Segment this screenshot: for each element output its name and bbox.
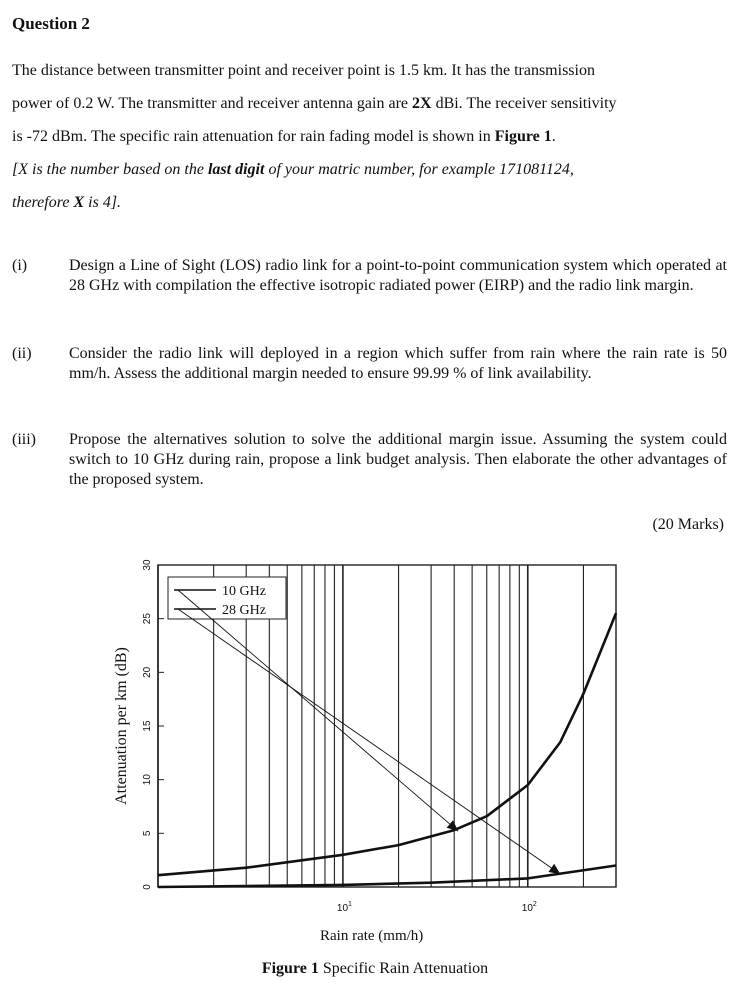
legend-label: 28 GHz: [222, 603, 266, 618]
note-line-1: [X is the number based on the last digit of your matric number, for example 171081124,: [12, 161, 574, 178]
marks-label: (20 Marks): [652, 516, 724, 533]
leader-arrow-head: [548, 864, 560, 874]
sub-question-number: (iii): [12, 431, 36, 448]
sub-question-text: Propose the alternatives solution to solve the additional margin issue. Assuming the system could switch to 10 GHz during rain, propose a link budget analysis. Then elaborate the other advantages of the proposed system.: [69, 431, 727, 488]
sub-question-1: [12, 256, 727, 318]
sub-question-2: [12, 344, 727, 406]
intro-line-1: The distance between transmitter point and receiver point is 1.5 km. It has the transmission: [12, 62, 595, 79]
sub-question-text: Consider the radio link will deployed in a region which suffer from rain where the rain rate is 50 mm/h. Assess the additional margin needed to ensure 99.99 % of link availability.: [69, 345, 727, 382]
sub-question-number: (ii): [12, 345, 32, 362]
intro-paragraph: [12, 54, 727, 219]
y-tick-label: 20: [142, 666, 153, 678]
rain-attenuation-chart: [108, 555, 628, 925]
leader-arrow: [178, 609, 560, 874]
figure-label: Figure 1: [261, 960, 319, 977]
figure-caption: [0, 960, 750, 978]
y-tick-label: 15: [142, 720, 153, 732]
note-line-2: therefore X is 4].: [12, 194, 122, 211]
intro-line-2: power of 0.2 W. The transmitter and receiver antenna gain are 2X dBi. The receiver sensitivity: [12, 95, 617, 112]
y-axis-title: Attenuation per km (dB): [113, 647, 130, 805]
y-tick-label: 25: [142, 613, 153, 625]
legend-label: 10 GHz: [222, 584, 266, 599]
x-tick-label: $10^1$: [336, 901, 352, 914]
sub-question-text: Design a Line of Sight (LOS) radio link for a point-to-point communication system which operated at 28 GHz with compilation the effective isotropic radiated power (EIRP) and the radio link margin.: [69, 257, 727, 294]
sub-question-number: (i): [12, 257, 28, 274]
sub-question-3: [12, 430, 727, 492]
leader-arrow: [178, 590, 458, 831]
y-tick-label: 10: [142, 774, 153, 786]
y-tick-label: 30: [142, 559, 153, 571]
figure-title: Specific Rain Attenuation: [322, 960, 489, 977]
y-tick-label: 5: [142, 830, 153, 837]
x-axis-title: Rain rate (mm/h): [320, 928, 424, 944]
question-heading: Question 2: [12, 14, 90, 33]
intro-line-3: is -72 dBm. The specific rain attenuation for rain fading model is shown in Figure 1.: [12, 128, 556, 145]
y-tick-label: 0: [142, 884, 153, 890]
x-tick-label: $10^2$: [521, 901, 537, 914]
series-line-28-ghz: [158, 613, 616, 875]
